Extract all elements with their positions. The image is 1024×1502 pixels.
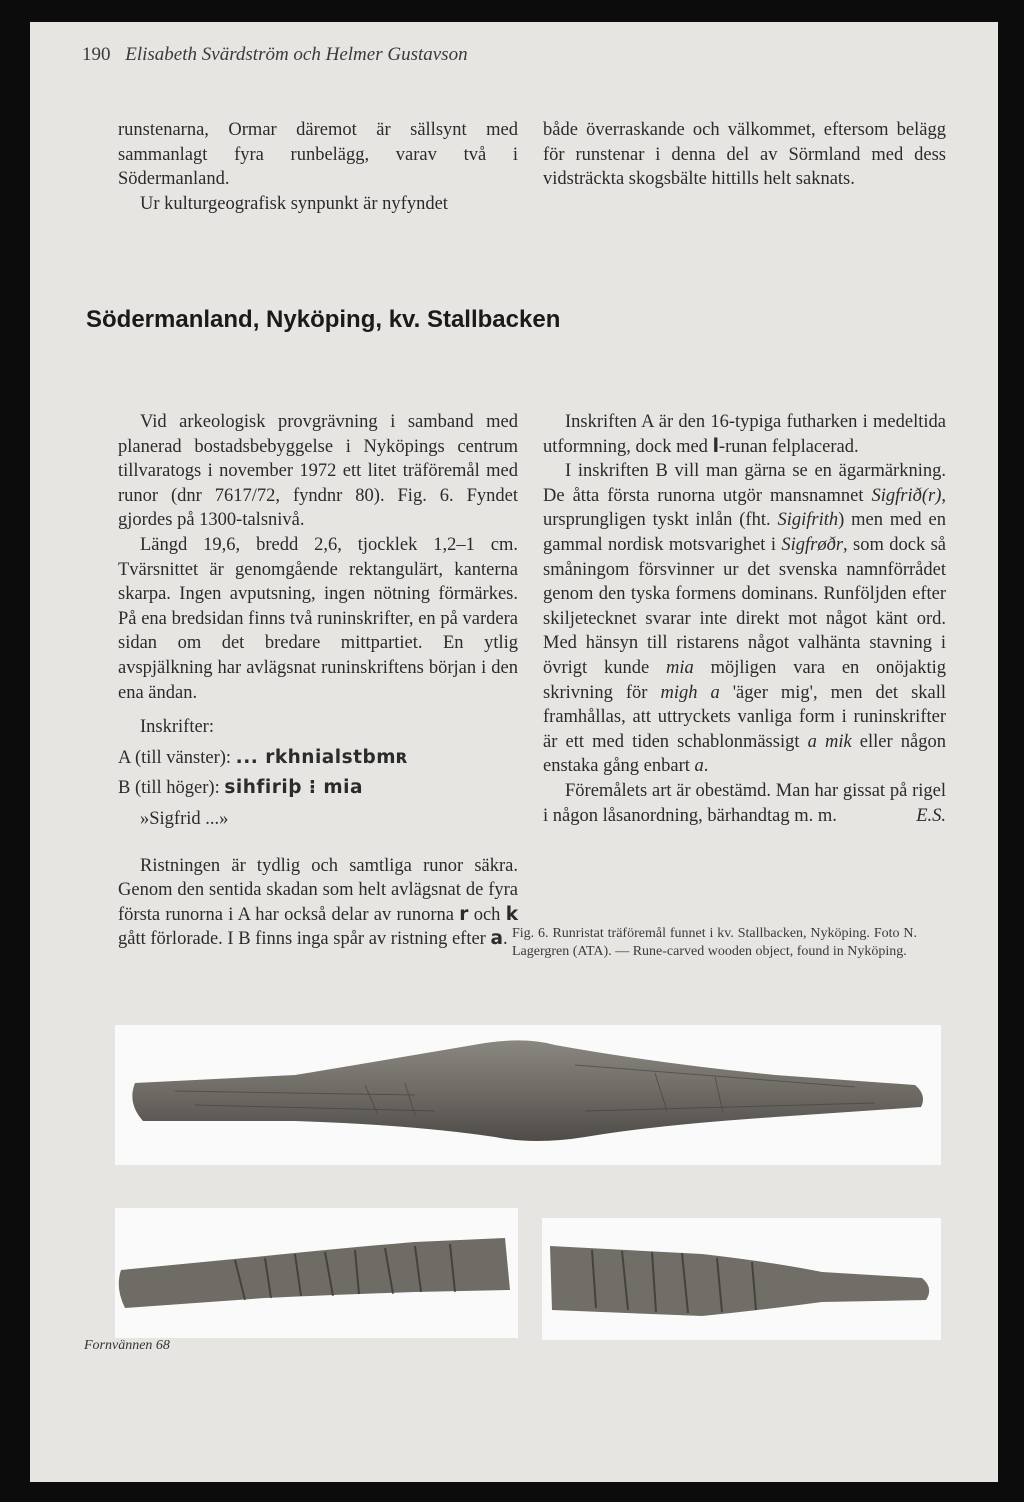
name-sigfridr: Sigfrið(r) bbox=[871, 485, 942, 506]
inscription-b-label: B (till höger): bbox=[118, 778, 220, 799]
right-p3 bbox=[543, 779, 946, 828]
inscription-a bbox=[118, 746, 518, 771]
figure-photo-full bbox=[115, 1025, 941, 1165]
inscription-b-runes: sihfiriþ ⁝ mia bbox=[224, 777, 363, 799]
word-migh-a: migh a bbox=[660, 682, 720, 703]
inscriptions-label: Inskrifter: bbox=[140, 717, 214, 738]
running-head-authors: Elisabeth Svärdström och Helmer Gustavson bbox=[125, 44, 468, 65]
section-title: Södermanland, Nyköping, kv. Stallbacken bbox=[86, 306, 561, 333]
word-a-mik: a mik bbox=[807, 731, 852, 752]
right-p2 bbox=[543, 459, 946, 779]
footer-journal: Fornvännen 68 bbox=[84, 1338, 170, 1353]
inscription-b bbox=[118, 776, 518, 801]
figure-photo-detail-right bbox=[542, 1218, 941, 1340]
right-p1-text-b: -runan felplacerad. bbox=[718, 436, 859, 457]
right-p1 bbox=[543, 410, 946, 459]
intro-left-p1: runstenarna, Ormar däremot är sällsynt med sammanlagt fyra runbelägg, varav två i Södermanland. bbox=[118, 120, 518, 190]
rune-k: k bbox=[505, 903, 518, 925]
right-p2-text-g: eller någon enstaka gång enbart bbox=[543, 731, 946, 777]
right-column bbox=[543, 410, 946, 828]
figure-photo-detail-left bbox=[115, 1208, 518, 1338]
rune-a: a bbox=[490, 928, 503, 950]
running-head bbox=[82, 44, 468, 66]
inscription-a-label: A (till vänster): bbox=[118, 747, 232, 768]
name-sigifrith: Sigifrith bbox=[777, 510, 839, 531]
intro-right-column bbox=[543, 118, 946, 192]
rune-l: l bbox=[712, 435, 719, 457]
right-p2-text-a: I inskriften B vill man gärna se en ägarmärkning. De åtta första runorna utgör mansnamnet bbox=[543, 461, 946, 506]
right-p2-text-d: , som dock så småningom försvinner ur det svenska namnförrådet genom den tyska formens dominans. Runföljden efter skiljetecknet svarar inte direkt mot något känt ord. Med hänsyn till ristarens något valhänta stavning i övrigt kunde bbox=[543, 534, 946, 678]
intro-right-p1: både överraskande och välkommet, eftersom belägg för runstenar i denna del av Sörmland med dess vidsträckta skogsbälte hittills helt saknats. bbox=[543, 120, 946, 190]
page-number: 190 bbox=[82, 44, 111, 65]
left-p3-text-b: och bbox=[468, 904, 506, 925]
inscription-translation: »Sigfrid ...» bbox=[140, 808, 229, 829]
rune-r: r bbox=[459, 903, 469, 925]
left-column bbox=[118, 410, 518, 952]
right-p2-text-h: . bbox=[703, 756, 709, 777]
left-p3-end: . bbox=[502, 929, 508, 950]
signature: E.S. bbox=[916, 805, 946, 826]
right-p2-text-c: ) men med en gammal nordisk motsvarighet i bbox=[543, 510, 946, 555]
left-p1: Vid arkeologisk provgrävning i samband med planerad bostadsbebyggelse i Nyköpings centrum tillvaratogs i november 1972 ett litet träföremål med runor (dnr 7617/72, fyndnr 80). Fig. 6. Fyndet gjordes på 1300-talsnivå. bbox=[118, 412, 518, 531]
figure-caption: Fig. 6. Runristat träföremål funnet i kv. Stallbacken, Nyköping. Foto N. Lagergren (ATA). — Rune-carved wooden object, found in Nyköping. bbox=[512, 926, 917, 959]
intro-left-p2: Ur kulturgeografisk synpunkt är nyfyndet bbox=[140, 193, 448, 214]
left-p2: Längd 19,6, bredd 2,6, tjocklek 1,2–1 cm. Tvärsnittet är genomgående rektangulärt, kanterna skarpa. Ingen avputsning, ingen nötning förmärkes. På ena bredsidan finns två runinskrifter, en på vardera sidan om det bredare mittpartiet. En ytlig avspjälkning har avlägsnat runinskriftens början i den ena ändan. bbox=[118, 534, 518, 703]
right-p2-text-f: 'äger mig', men det skall framhållas, att uttryckets vanliga form i runinskrifter är ett med tiden schablonmässigt bbox=[543, 682, 947, 752]
word-mia: mia bbox=[666, 657, 694, 678]
inscription-a-runes: ... rkhnialstbmʀ bbox=[235, 746, 409, 768]
left-p3 bbox=[118, 854, 518, 952]
right-p3-text: Föremålets art är obestämd. Man har gissat på rigel i någon låsanordning, bärhandtag m. m. bbox=[543, 780, 946, 826]
name-sigfrodr: Sigfrøðr bbox=[781, 534, 844, 555]
left-p3-text-c: gått förlorade. I B finns inga spår av ristning efter bbox=[118, 929, 491, 950]
right-p2-text-b: , ursprungligen tyskt inlån (fht. bbox=[543, 485, 946, 531]
right-p2-text-e: möjligen vara en onöjaktig skrivning för bbox=[543, 657, 947, 703]
left-p3-text-a: Ristningen är tydlig och samtliga runor säkra. Genom den sentida skadan som helt avlägsnat de fyra första runorna i A har också delar av runorna bbox=[118, 855, 518, 925]
intro-left-column bbox=[118, 118, 518, 216]
word-a: a bbox=[694, 756, 704, 777]
right-p1-text-a: Inskriften A är den 16-typiga futharken i medeltida utformning, dock med bbox=[543, 412, 946, 457]
